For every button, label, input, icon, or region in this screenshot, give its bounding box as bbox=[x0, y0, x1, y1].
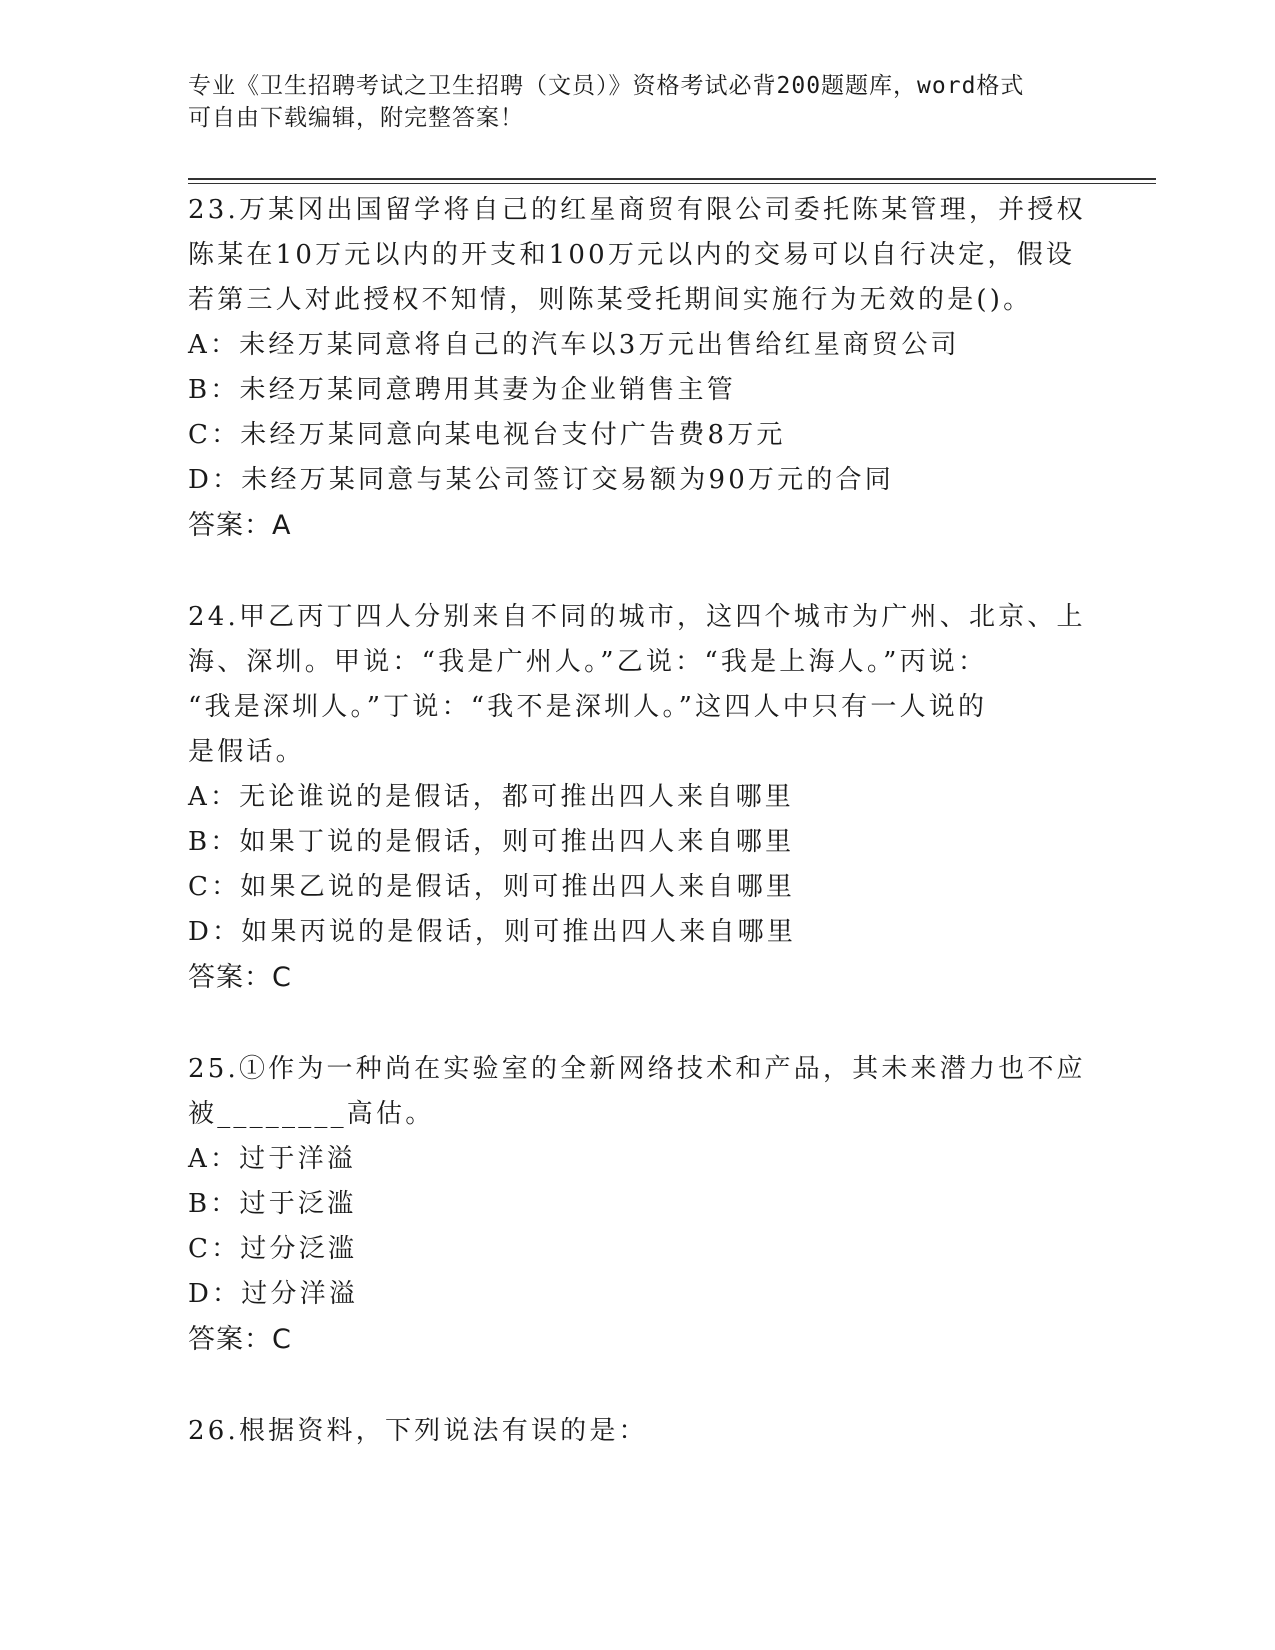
question-text-line: 被________高估。 bbox=[188, 1099, 435, 1129]
option-b: B：过于泛滥 bbox=[188, 1189, 357, 1219]
question-text-line: 海、深圳。甲说：“我是广州人。”乙说：“我是上海人。”丙说： bbox=[188, 647, 988, 677]
question-text-line: 陈某在10万元以内的开支和100万元以内的交易可以自行决定，假设 bbox=[188, 240, 1076, 270]
option-a: A：未经万某同意将自己的汽车以3万元出售给红星商贸公司 bbox=[188, 330, 960, 360]
question-number: 26. bbox=[188, 1416, 239, 1446]
header-divider-thick bbox=[188, 178, 1156, 180]
question-number: 23. bbox=[188, 195, 239, 225]
option-d: D：过分洋溢 bbox=[188, 1279, 359, 1309]
question-text-line: 根据资料，下列说法有误的是： bbox=[238, 1416, 648, 1446]
option-c: C：过分泛滥 bbox=[188, 1234, 358, 1264]
answer-label: 答案：C bbox=[188, 1324, 292, 1355]
answer-label: 答案：A bbox=[188, 510, 292, 541]
option-b: B：未经万某同意聘用其妻为企业销售主管 bbox=[188, 375, 736, 405]
header-title-line-1: 专业《卫生招聘考试之卫生招聘（文员）》资格考试必背200题题库，word格式 bbox=[188, 73, 1025, 99]
question-text-line: 若第三人对此授权不知情，则陈某受托期间实施行为无效的是()。 bbox=[188, 285, 1033, 315]
question-text-line: 万某冈出国留学将自己的红星商贸有限公司委托陈某管理，并授权 bbox=[238, 195, 1086, 225]
option-c: C：如果乙说的是假话，则可推出四人来自哪里 bbox=[188, 872, 796, 902]
option-a: A：无论谁说的是假话，都可推出四人来自哪里 bbox=[188, 782, 794, 812]
header-title-line-2: 可自由下载编辑，附完整答案！ bbox=[188, 105, 524, 131]
question-list bbox=[188, 188, 1088, 1500]
question-number: 24. bbox=[188, 602, 239, 632]
question-25 bbox=[188, 1047, 1088, 1363]
question-23 bbox=[188, 188, 1088, 549]
option-a: A：过于洋溢 bbox=[188, 1144, 356, 1174]
question-text bbox=[188, 1047, 1088, 1092]
question-24 bbox=[188, 595, 1088, 1001]
option-d: D：如果丙说的是假话，则可推出四人来自哪里 bbox=[188, 917, 797, 947]
question-text bbox=[188, 1409, 1088, 1454]
question-text bbox=[188, 595, 1088, 640]
question-text-line: ①作为一种尚在实验室的全新网络技术和产品，其未来潜力也不应 bbox=[238, 1054, 1086, 1084]
answer-label: 答案：C bbox=[188, 962, 292, 993]
question-text-line: “我是深圳人。”丁说：“我不是深圳人。”这四人中只有一人说的 bbox=[188, 692, 988, 722]
question-text bbox=[188, 188, 1088, 233]
question-26 bbox=[188, 1409, 1088, 1454]
question-number: 25. bbox=[188, 1054, 239, 1084]
question-text-line: 是假话。 bbox=[188, 737, 305, 767]
document-header bbox=[188, 70, 1068, 134]
option-d: D：未经万某同意与某公司签订交易额为90万元的合同 bbox=[188, 465, 894, 495]
option-c: C：未经万某同意向某电视台支付广告费8万元 bbox=[188, 420, 786, 450]
header-divider-thin bbox=[188, 183, 1156, 184]
option-b: B：如果丁说的是假话，则可推出四人来自哪里 bbox=[188, 827, 795, 857]
question-text-line: 甲乙丙丁四人分别来自不同的城市，这四个城市为广州、北京、上 bbox=[238, 602, 1086, 632]
